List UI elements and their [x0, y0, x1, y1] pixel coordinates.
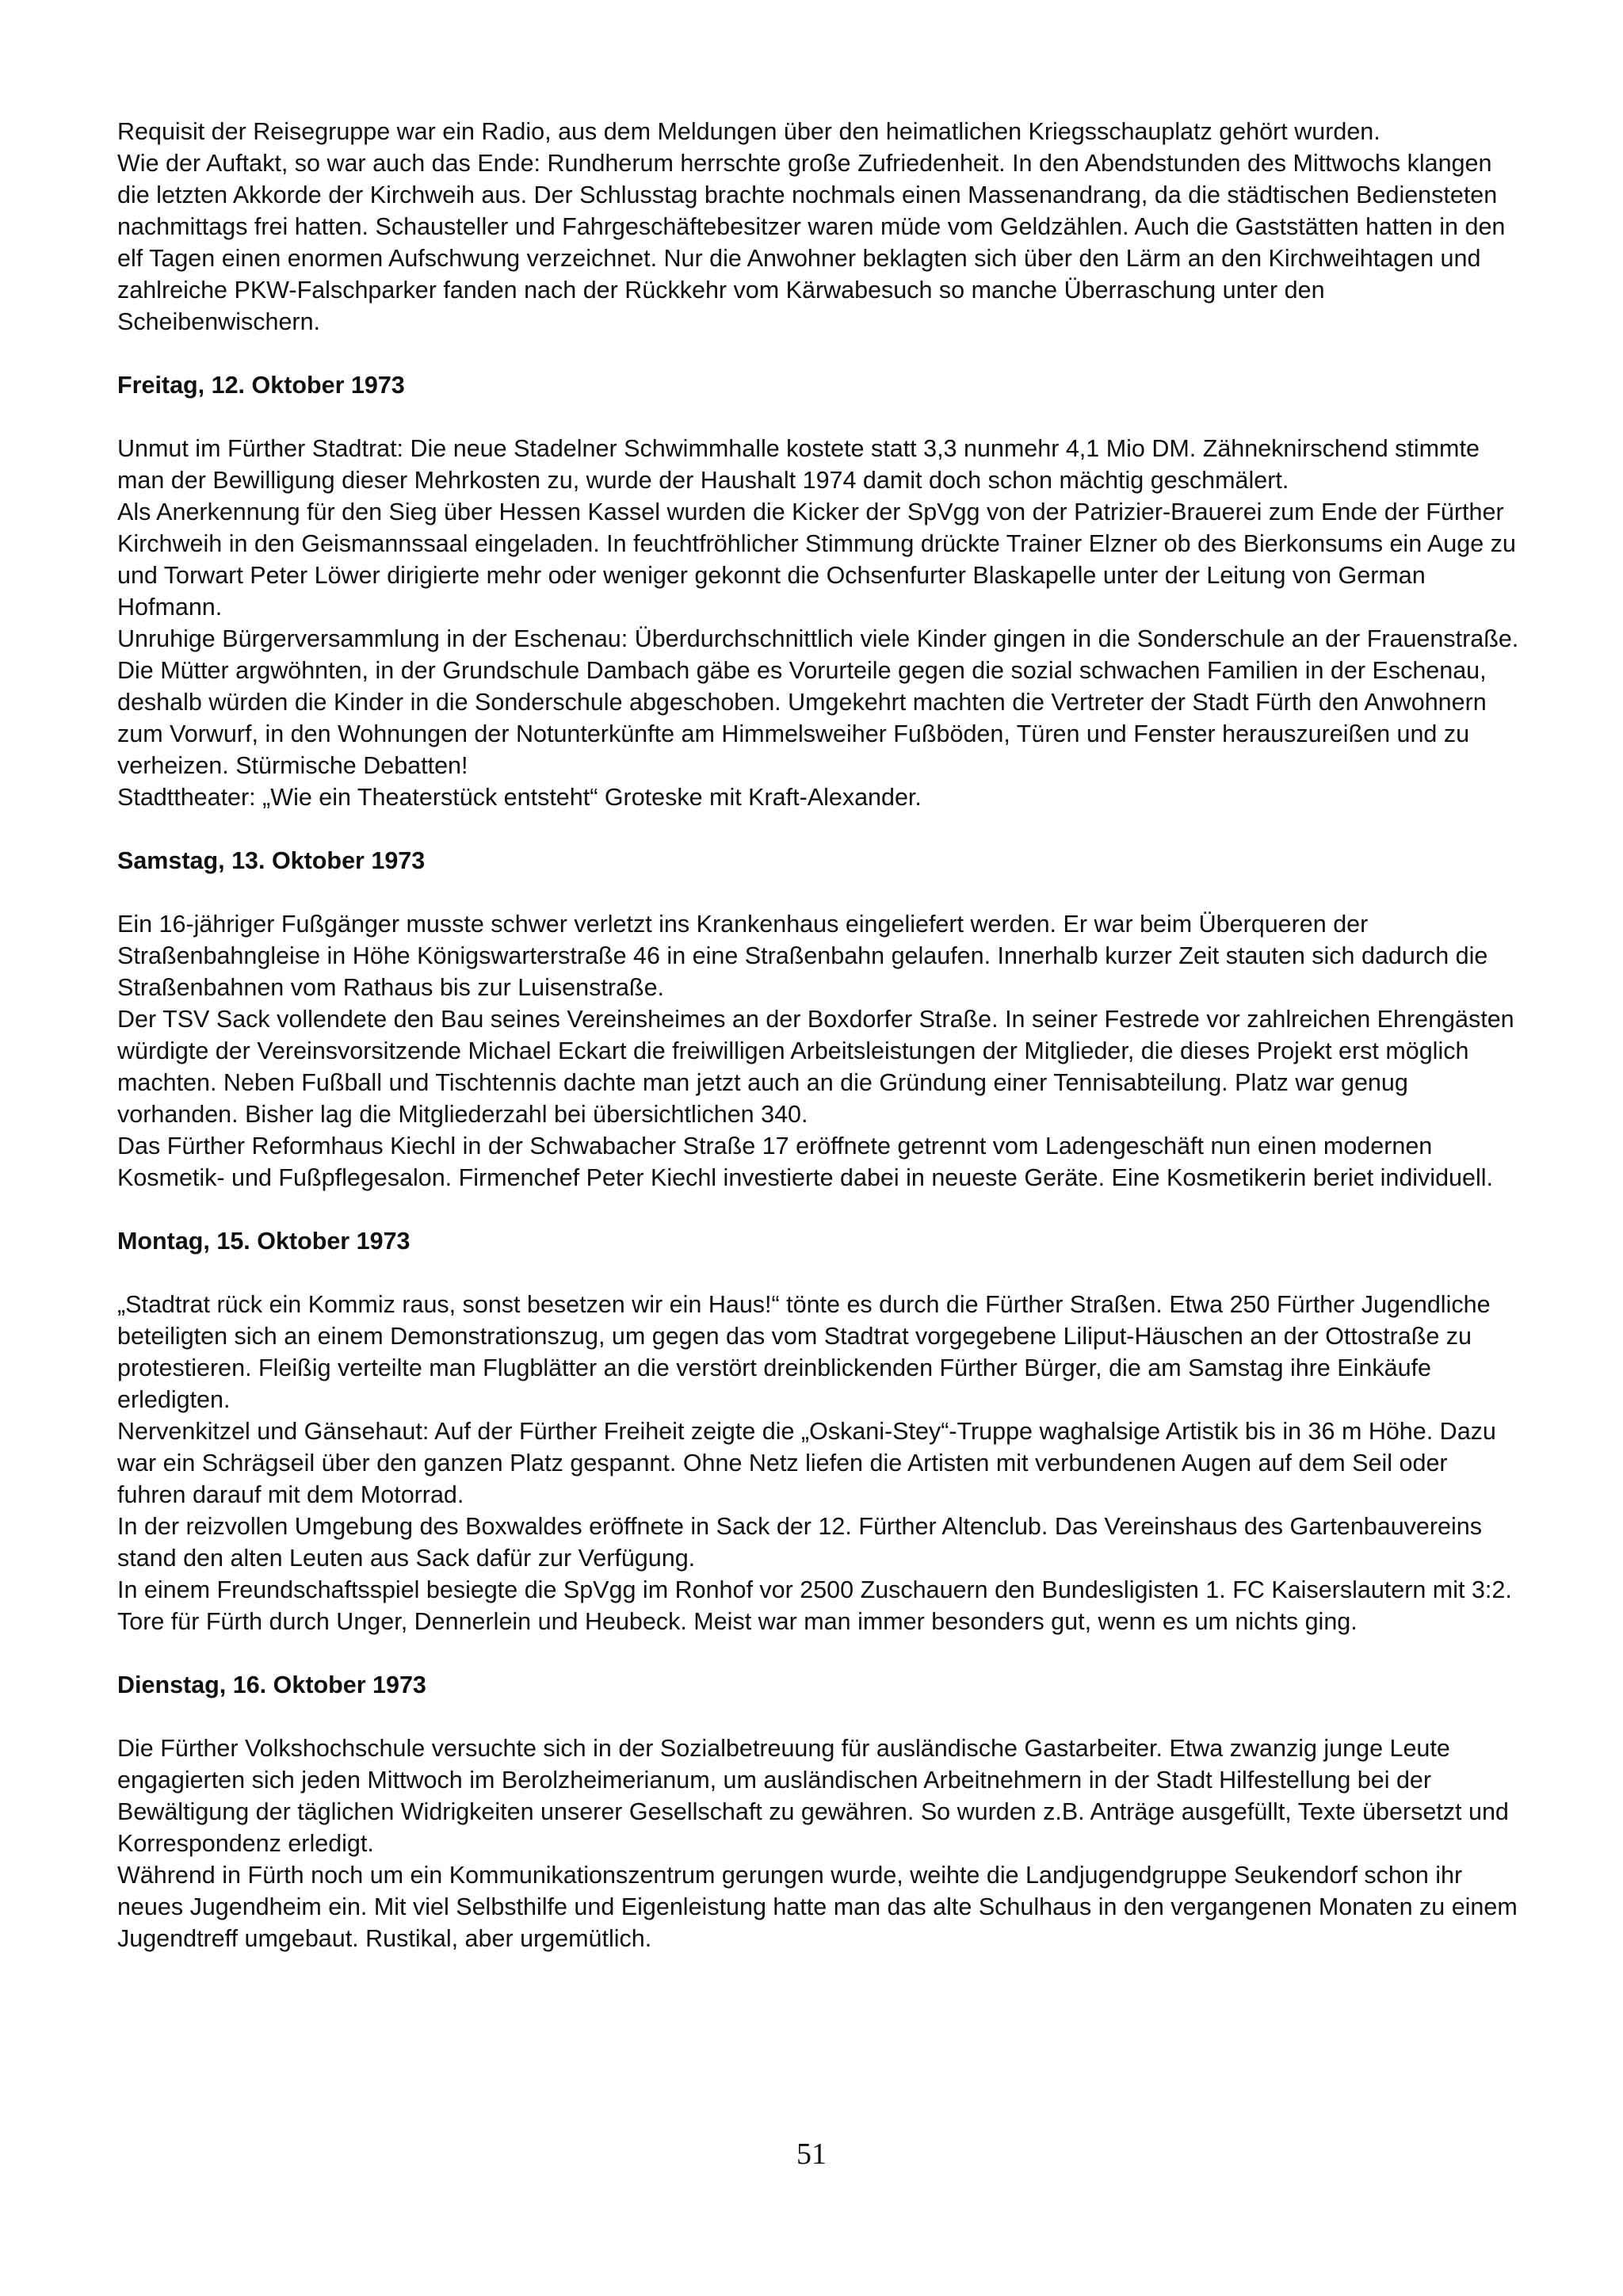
section-paragraph: Ein 16-jähriger Fußgänger musste schwer verletzt ins Krankenhaus eingeliefert werden. Er war beim Überqueren der Straßenbahngleise in Höhe Königswarterstraße 46 in eine Straßenbahn gelaufen. Innerhalb kurzer Zeit stauten sich dadurch die Straßenbahnen vom Rathaus bis zur Luisenstraße.: [117, 911, 1488, 1001]
section-paragraph: Das Fürther Reformhaus Kiechl in der Schwabacher Straße 17 eröffnete getrennt vom Ladengeschäft nun einen modernen Kosmetik- und Fußpflegesalon. Firmenchef Peter Kiechl investierte dabei in neueste Geräte. Eine Kosmetikerin beriet individuell.: [117, 1133, 1493, 1191]
section-paragraph: Unmut im Fürther Stadtrat: Die neue Stadelner Schwimmhalle kostete statt 3,3 nunmehr 4,1 Mio DM. Zähneknirschend stimmte man der Bewilligung dieser Mehrkosten zu, wurde der Haushalt 1974 damit doch schon mächtig geschmälert.: [117, 435, 1480, 494]
section-paragraph: Stadttheater: „Wie ein Theaterstück entsteht“ Groteske mit Kraft-Alexander.: [117, 784, 922, 811]
intro-paragraph-2: Wie der Auftakt, so war auch das Ende: Rundherum herrschte große Zufriedenheit. In den Abendstunden des Mittwochs klangen die letzten Akkorde der Kirchweih aus. Der Schlusstag brachte nochmals einen Massenandrang, da die städtischen Bediensteten nachmittags frei hatten. Schausteller und Fahrgeschäftebesitzer waren müde vom Geldzählen. Auch die Gaststätten hatten in den elf Tagen einen enormen Aufschwung verzeichnet. Nur die Anwohner beklagten sich über den Lärm an den Kirchweihtagen und zahlreiche PKW-Falschparker fanden nach der Rückkehr vom Kärwabesuch so manche Überraschung unter den Scheibenwischern.: [117, 150, 1506, 335]
section-heading: Montag, 15. Oktober 1973: [117, 1228, 411, 1255]
section-heading: Dienstag, 16. Oktober 1973: [117, 1671, 426, 1698]
section-samstag-13-oktober: [117, 845, 1522, 1194]
section-heading: Samstag, 13. Oktober 1973: [117, 847, 426, 874]
page-number: 51: [796, 2137, 827, 2171]
section-paragraph: Nervenkitzel und Gänsehaut: Auf der Fürther Freiheit zeigte die „Oskani-Stey“-Truppe waghalsige Artistik bis in 36 m Höhe. Dazu war ein Schrägseil über den ganzen Platz gespannt. Ohne Netz liefen die Artisten mit verbundenen Augen auf dem Seil oder fuhren darauf mit dem Motorrad.: [117, 1418, 1496, 1508]
section-paragraph: Die Fürther Volkshochschule versuchte sich in der Sozialbetreuung für ausländische Gastarbeiter. Etwa zwanzig junge Leute engagierten sich jeden Mittwoch im Berolzheimerianum, um ausländischen Arbeitnehmern in der Stadt Hilfestellung bei der Bewältigung der täglichen Widrigkeiten unserer Gesellschaft zu gewähren. So wurden z.B. Anträge ausgefüllt, Texte übersetzt und Korrespondenz erledigt.: [117, 1735, 1509, 1857]
section-paragraph: Während in Fürth noch um ein Kommunikationszentrum gerungen wurde, weihte die Landjugendgruppe Seukendorf schon ihr neues Jugendheim ein. Mit viel Selbsthilfe und Eigenleistung hatte man das alte Schulhaus in den vergangenen Monaten zu einem Jugendtreff umgebaut. Rustikal, aber urgemütlich.: [117, 1862, 1518, 1952]
section-heading: Freitag, 12. Oktober 1973: [117, 372, 405, 399]
section-dienstag-16-oktober: [117, 1669, 1522, 1954]
section-paragraph: „Stadtrat rück ein Kommiz raus, sonst besetzen wir ein Haus!“ tönte es durch die Fürther Straßen. Etwa 250 Fürther Jugendliche beteiligten sich an einem Demonstrationszug, um gegen das vom Stadtrat vorgegebene Liliput-Häuschen an der Ottostraße zu protestieren. Fleißig verteilte man Flugblätter an die verstört dreinblickenden Fürther Bürger, die am Samstag ihre Einkäufe erledigten.: [117, 1291, 1491, 1413]
document-page: [117, 116, 1522, 1954]
section-montag-15-oktober: [117, 1225, 1522, 1637]
section-freitag-12-oktober: [117, 369, 1522, 813]
section-paragraph: In einem Freundschaftsspiel besiegte die SpVgg im Ronhof vor 2500 Zuschauern den Bundesligisten 1. FC Kaiserslautern mit 3:2. Tore für Fürth durch Unger, Dennerlein und Heubeck. Meist war man immer besonders gut, wenn es um nichts ging.: [117, 1576, 1512, 1635]
section-paragraph: In der reizvollen Umgebung des Boxwaldes eröffnete in Sack der 12. Fürther Altenclub. Das Vereinshaus des Gartenbauvereins stand den alten Leuten aus Sack dafür zur Verfügung.: [117, 1513, 1482, 1572]
intro-paragraph-1: Requisit der Reisegruppe war ein Radio, aus dem Meldungen über den heimatlichen Kriegsschauplatz gehört wurden.: [117, 118, 1381, 145]
section-paragraph: Unruhige Bürgerversammlung in der Eschenau: Überdurchschnittlich viele Kinder gingen in die Sonderschule an der Frauenstraße. Die Mütter argwöhnten, in der Grundschule Dambach gäbe es Vorurteile gegen die sozial schwachen Familien in der Eschenau, deshalb würden die Kinder in die Sonderschule abgeschoben. Umgekehrt machten die Vertreter der Stadt Fürth den Anwohnern zum Vorwurf, in den Wohnungen der Notunterkünfte am Himmelsweiher Fußböden, Türen und Fenster herauszureißen und zu verheizen. Stürmische Debatten!: [117, 625, 1519, 779]
section-paragraph: Als Anerkennung für den Sieg über Hessen Kassel wurden die Kicker der SpVgg von der Patrizier-Brauerei zum Ende der Fürther Kirchweih in den Geismannssaal eingeladen. In feuchtfröhlicher Stimmung drückte Trainer Elzner ob des Bierkonsums ein Auge zu und Torwart Peter Löwer dirigierte mehr oder weniger gekonnt die Ochsenfurter Blaskapelle unter der Leitung von German Hofmann.: [117, 499, 1516, 621]
section-paragraph: Der TSV Sack vollendete den Bau seines Vereinsheimes an der Boxdorfer Straße. In seiner Festrede vor zahlreichen Ehrengästen würdigte der Vereinsvorsitzende Michael Eckart die freiwilligen Arbeitsleistungen der Mitglieder, die dieses Projekt erst möglich machten. Neben Fußball und Tischtennis dachte man jetzt auch an die Gründung einer Tennisabteilung. Platz war genug vorhanden. Bisher lag die Mitgliederzahl bei übersichtlichen 340.: [117, 1006, 1514, 1128]
